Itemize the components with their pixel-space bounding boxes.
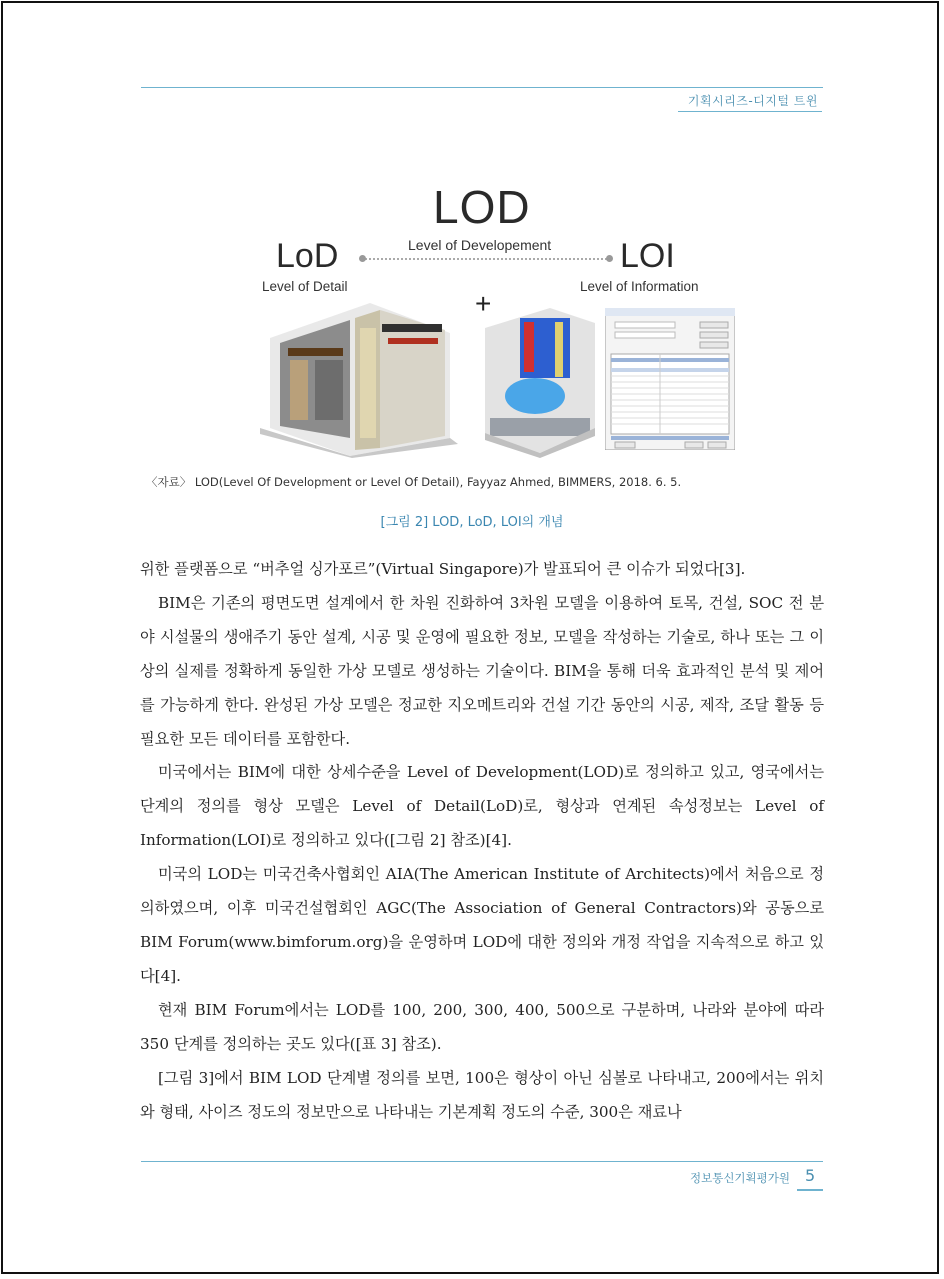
- header-rule: [141, 87, 823, 88]
- paragraph: 미국에서는 BIM에 대한 상세수준을 Level of Development(LOD)로 정의하고 있고, 영국에서는 단계의 정의를 형상 모델은 Level of Detail(LoD)로, 형상과 연계된 속성정보는 Level of Information(LOI)로 정의하고 있다([그림 2] 참조)[4].: [140, 763, 824, 850]
- paragraph: BIM은 기존의 평면도면 설계에서 한 차원 진화하여 3차원 모델을 이용하여 토목, 건설, SOC 전 분야 시설물의 생애주기 동안 설계, 시공 및 운영에 필요한 정보, 모델을 작성하는 기술로, 하나 또는 그 이상의 실제를 정확하게 동일한 가상 모델로 생성하는 기술이다. BIM을 통해 더욱 효과적인 분석 및 제어를 가능하게 한다. 완성된 가상 모델은 정교한 지오메트리와 건설 기간 동안의 시공, 제작, 조달 활동 등 필요한 모든 데이터를 포함한다.: [140, 593, 824, 748]
- page-number: 5: [805, 1166, 816, 1185]
- figure-source: 〈자료〉 LOD(Level Of Development or Level Of Detail), Fayyaz Ahmed, BIMMERS, 2018. 6. 5.: [146, 475, 682, 489]
- paragraph: [그림 3]에서 BIM LOD 단계별 정의를 보면, 100은 형상이 아닌 심볼로 나타내고, 200에서는 위치와 형태, 사이즈 정도의 정보만으로 나타내는 기본계획 정도의 수준, 300은 재료나: [140, 1068, 824, 1121]
- header-underline: [678, 111, 822, 112]
- figure-connector-dot-right: [606, 255, 613, 262]
- body-text: [140, 553, 824, 1129]
- figure-loi-label: LOI: [620, 237, 675, 275]
- footer-organization: 정보통신기획평가원: [690, 1171, 790, 1185]
- footer-rule: [141, 1161, 823, 1162]
- paragraph: 위한 플랫폼으로 “버추얼 싱가포르”(Virtual Singapore)가 발표되어 큰 이슈가 되었다[3].: [140, 560, 746, 578]
- figure-dotted-connector: [365, 258, 611, 262]
- figure-lod-small-subtitle: Level of Detail: [262, 279, 348, 294]
- figure-lod-title: LOD: [433, 181, 531, 233]
- page-number-underline: [797, 1189, 823, 1191]
- figure-lod-small-label: LoD: [276, 237, 339, 275]
- building-detail-model-illustration: [260, 298, 460, 458]
- figure-plus-sign: +: [475, 288, 492, 319]
- paragraph: 미국의 LOD는 미국건축사협회인 AIA(The American Institute of Architects)에서 처음으로 정의하였으며, 이후 미국건설협회인 AGC(The Association of General Contractors)와 공동으로 BIM Forum(www.bimforum.org)을 운영하며 LOD에 대한 정의와 개정 작업을 지속적으로 하고 있다[4].: [140, 865, 824, 985]
- figure-connector-dot-left: [359, 255, 366, 262]
- running-header: 기획시리즈-디지털 트윈: [687, 94, 818, 108]
- lod-concept-figure: [250, 180, 740, 462]
- paragraph: 현재 BIM Forum에서는 LOD를 100, 200, 300, 400, 500으로 구분하며, 나라와 분야에 따라 350 단계를 정의하는 곳도 있다([표 3] 참조).: [140, 1000, 824, 1053]
- information-model-illustration: [480, 308, 600, 458]
- figure-loi-subtitle: Level of Information: [580, 279, 699, 294]
- figure-lod-subtitle: Level of Developement: [408, 237, 552, 253]
- figure-caption: [그림 2] LOD, LoD, LOI의 개념: [380, 515, 564, 530]
- properties-dialog-illustration: [605, 308, 735, 450]
